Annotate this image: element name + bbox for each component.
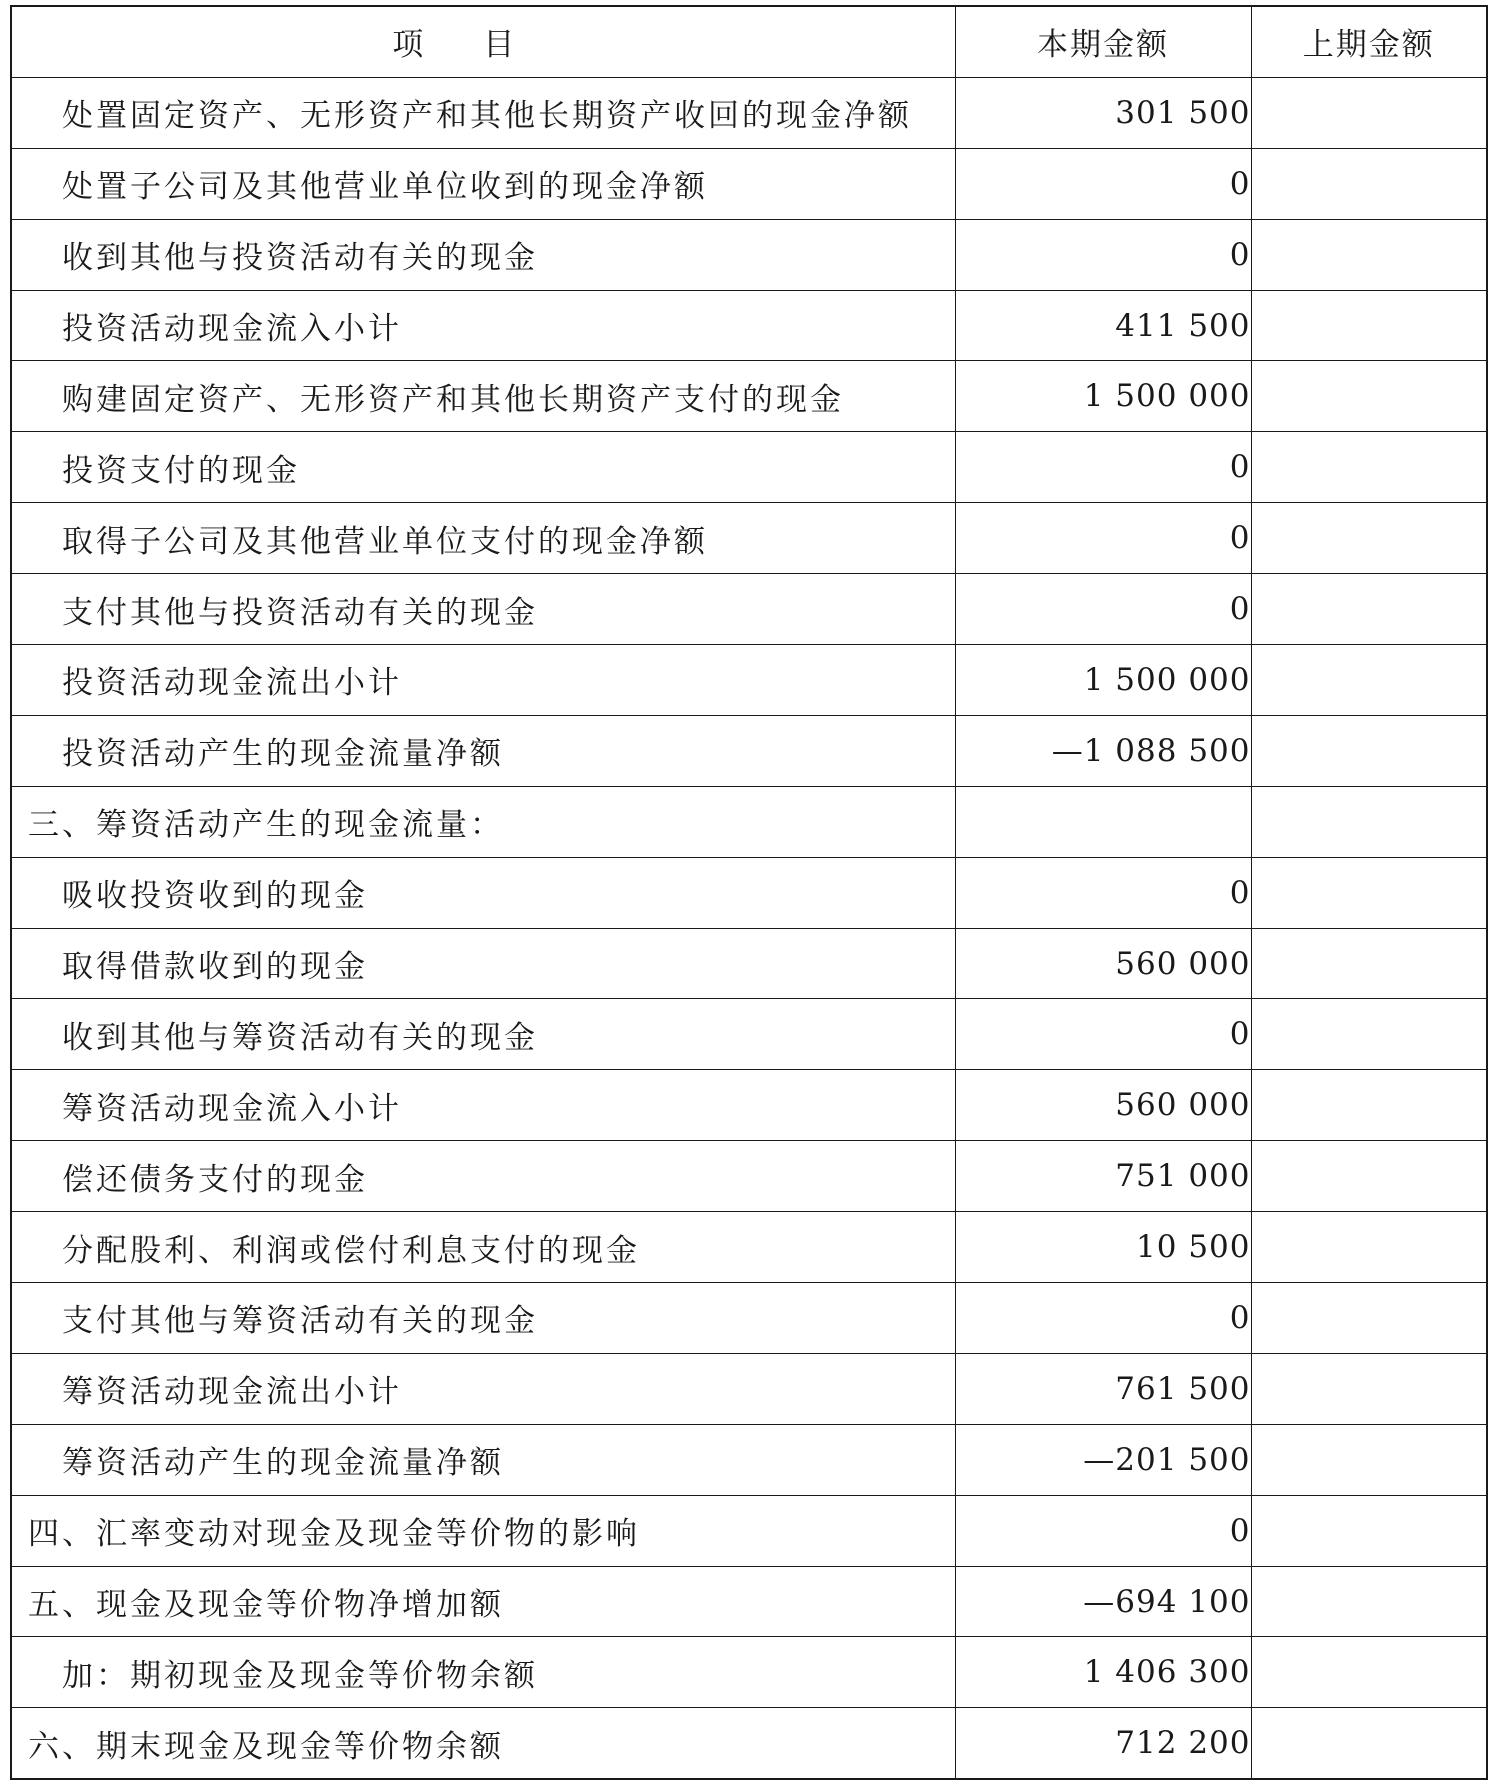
cash-flow-table bbox=[10, 5, 1488, 1780]
line-item-cell: 购建固定资产、无形资产和其他长期资产支付的现金 bbox=[11, 361, 955, 432]
previous-amount-cell bbox=[1251, 1566, 1487, 1637]
table-row bbox=[11, 1566, 1487, 1637]
current-amount-cell: 0 bbox=[955, 432, 1251, 503]
previous-amount-cell bbox=[1251, 290, 1487, 361]
previous-amount-cell bbox=[1251, 1283, 1487, 1354]
line-item-cell: 投资活动现金流入小计 bbox=[11, 290, 955, 361]
current-amount-cell: 0 bbox=[955, 1283, 1251, 1354]
table-row bbox=[11, 1283, 1487, 1354]
previous-amount-cell bbox=[1251, 1424, 1487, 1495]
current-amount-cell bbox=[955, 786, 1251, 857]
previous-amount-cell bbox=[1251, 1708, 1487, 1779]
table-row bbox=[11, 857, 1487, 928]
table-row bbox=[11, 361, 1487, 432]
table-header-row bbox=[11, 6, 1487, 77]
table-row bbox=[11, 928, 1487, 999]
table-row bbox=[11, 148, 1487, 219]
current-amount-cell: 0 bbox=[955, 857, 1251, 928]
current-amount-cell: 0 bbox=[955, 574, 1251, 645]
line-item-cell: 支付其他与投资活动有关的现金 bbox=[11, 574, 955, 645]
header-current-amount: 本期金额 bbox=[955, 6, 1251, 77]
line-item-cell: 加：期初现金及现金等价物余额 bbox=[11, 1637, 955, 1708]
table-row bbox=[11, 786, 1487, 857]
table-row bbox=[11, 1353, 1487, 1424]
current-amount-cell: 761 500 bbox=[955, 1353, 1251, 1424]
previous-amount-cell bbox=[1251, 1212, 1487, 1283]
current-amount-cell: 0 bbox=[955, 503, 1251, 574]
line-item-cell: 筹资活动现金流入小计 bbox=[11, 1070, 955, 1141]
previous-amount-cell bbox=[1251, 361, 1487, 432]
current-amount-cell: 560 000 bbox=[955, 1070, 1251, 1141]
current-amount-cell: —201 500 bbox=[955, 1424, 1251, 1495]
previous-amount-cell bbox=[1251, 1637, 1487, 1708]
table-row bbox=[11, 999, 1487, 1070]
current-amount-cell: 0 bbox=[955, 999, 1251, 1070]
table-row bbox=[11, 645, 1487, 716]
line-item-cell: 偿还债务支付的现金 bbox=[11, 1141, 955, 1212]
section-heading-cell: 五、现金及现金等价物净增加额 bbox=[11, 1566, 955, 1637]
table-row bbox=[11, 1070, 1487, 1141]
section-heading-cell: 六、期末现金及现金等价物余额 bbox=[11, 1708, 955, 1779]
line-item-cell: 投资活动产生的现金流量净额 bbox=[11, 715, 955, 786]
line-item-cell: 筹资活动现金流出小计 bbox=[11, 1353, 955, 1424]
line-item-cell: 支付其他与筹资活动有关的现金 bbox=[11, 1283, 955, 1354]
header-item: 项目 bbox=[11, 6, 955, 77]
table-row bbox=[11, 1424, 1487, 1495]
table-row bbox=[11, 1637, 1487, 1708]
current-amount-cell: —1 088 500 bbox=[955, 715, 1251, 786]
current-amount-cell: 560 000 bbox=[955, 928, 1251, 999]
line-item-cell: 取得子公司及其他营业单位支付的现金净额 bbox=[11, 503, 955, 574]
previous-amount-cell bbox=[1251, 928, 1487, 999]
table-row bbox=[11, 290, 1487, 361]
current-amount-cell: 0 bbox=[955, 148, 1251, 219]
current-amount-cell: —694 100 bbox=[955, 1566, 1251, 1637]
previous-amount-cell bbox=[1251, 857, 1487, 928]
previous-amount-cell bbox=[1251, 715, 1487, 786]
line-item-cell: 取得借款收到的现金 bbox=[11, 928, 955, 999]
line-item-cell: 处置固定资产、无形资产和其他长期资产收回的现金净额 bbox=[11, 77, 955, 148]
table-row bbox=[11, 77, 1487, 148]
previous-amount-cell bbox=[1251, 148, 1487, 219]
table-row bbox=[11, 432, 1487, 503]
line-item-cell: 收到其他与投资活动有关的现金 bbox=[11, 219, 955, 290]
table-body bbox=[11, 77, 1487, 1779]
table-row bbox=[11, 715, 1487, 786]
section-heading-cell: 三、筹资活动产生的现金流量： bbox=[11, 786, 955, 857]
current-amount-cell: 411 500 bbox=[955, 290, 1251, 361]
line-item-cell: 处置子公司及其他营业单位收到的现金净额 bbox=[11, 148, 955, 219]
header-previous-amount: 上期金额 bbox=[1251, 6, 1487, 77]
previous-amount-cell bbox=[1251, 432, 1487, 503]
current-amount-cell: 1 406 300 bbox=[955, 1637, 1251, 1708]
line-item-cell: 投资支付的现金 bbox=[11, 432, 955, 503]
current-amount-cell: 1 500 000 bbox=[955, 645, 1251, 716]
cash-flow-table-container bbox=[10, 5, 1486, 1780]
table-row bbox=[11, 1212, 1487, 1283]
current-amount-cell: 10 500 bbox=[955, 1212, 1251, 1283]
table-row bbox=[11, 503, 1487, 574]
previous-amount-cell bbox=[1251, 77, 1487, 148]
line-item-cell: 吸收投资收到的现金 bbox=[11, 857, 955, 928]
previous-amount-cell bbox=[1251, 645, 1487, 716]
current-amount-cell: 0 bbox=[955, 219, 1251, 290]
line-item-cell: 筹资活动产生的现金流量净额 bbox=[11, 1424, 955, 1495]
line-item-cell: 分配股利、利润或偿付利息支付的现金 bbox=[11, 1212, 955, 1283]
current-amount-cell: 751 000 bbox=[955, 1141, 1251, 1212]
previous-amount-cell bbox=[1251, 1495, 1487, 1566]
current-amount-cell: 712 200 bbox=[955, 1708, 1251, 1779]
table-row bbox=[11, 1708, 1487, 1779]
previous-amount-cell bbox=[1251, 219, 1487, 290]
table-row bbox=[11, 1141, 1487, 1212]
line-item-cell: 收到其他与筹资活动有关的现金 bbox=[11, 999, 955, 1070]
table-row bbox=[11, 1495, 1487, 1566]
section-heading-cell: 四、汇率变动对现金及现金等价物的影响 bbox=[11, 1495, 955, 1566]
previous-amount-cell bbox=[1251, 1070, 1487, 1141]
previous-amount-cell bbox=[1251, 574, 1487, 645]
previous-amount-cell bbox=[1251, 1141, 1487, 1212]
table-row bbox=[11, 219, 1487, 290]
current-amount-cell: 301 500 bbox=[955, 77, 1251, 148]
current-amount-cell: 0 bbox=[955, 1495, 1251, 1566]
previous-amount-cell bbox=[1251, 999, 1487, 1070]
previous-amount-cell bbox=[1251, 786, 1487, 857]
line-item-cell: 投资活动现金流出小计 bbox=[11, 645, 955, 716]
previous-amount-cell bbox=[1251, 1353, 1487, 1424]
current-amount-cell: 1 500 000 bbox=[955, 361, 1251, 432]
previous-amount-cell bbox=[1251, 503, 1487, 574]
table-row bbox=[11, 574, 1487, 645]
